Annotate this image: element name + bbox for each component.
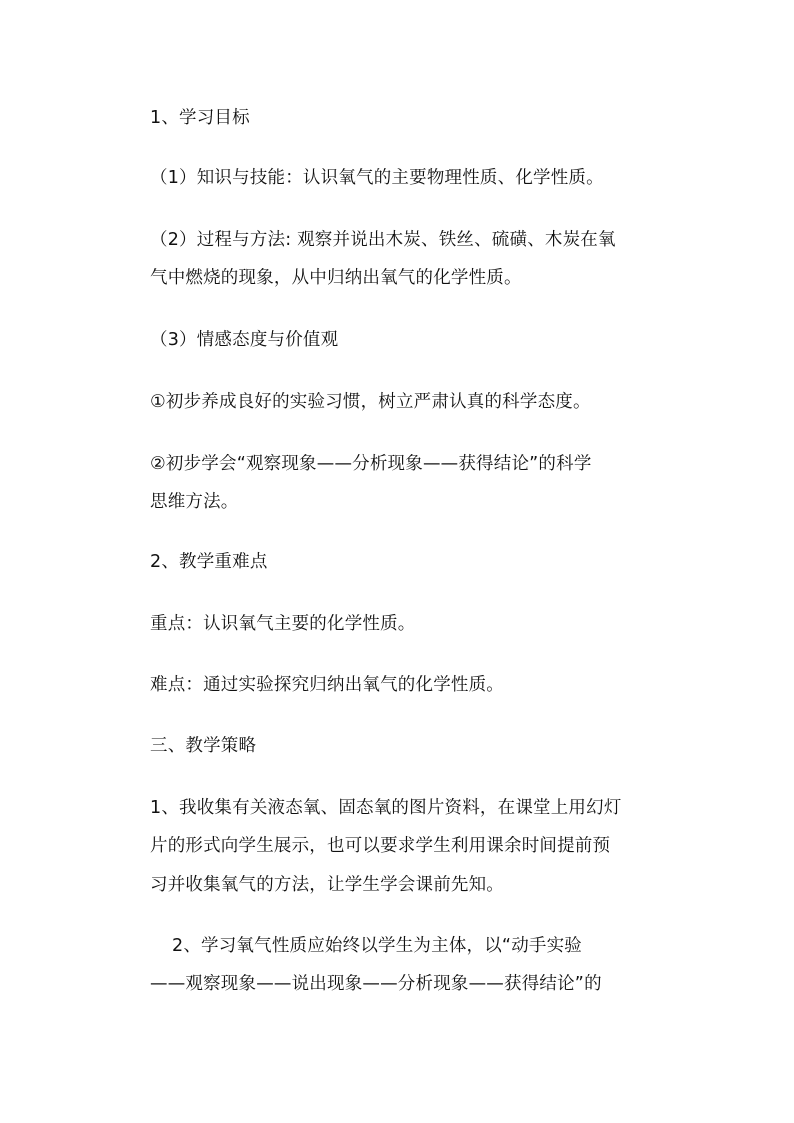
heading-learning-goals: 1、学习目标	[150, 108, 250, 128]
paragraph-strategy1-line2: 片的形式向学生展示，也可以要求学生利用课余时间提前预	[150, 836, 611, 856]
list-item-habit: ①初步养成良好的实验习惯，树立严肃认真的科学态度。	[150, 392, 591, 412]
paragraph-key-point: 重点：认识氧气主要的化学性质。	[150, 614, 416, 634]
paragraph-knowledge-skills: （1）知识与技能：认识氧气的主要物理性质、化学性质。	[150, 168, 604, 188]
paragraph-attitude-values: （3）情感态度与价值观	[150, 330, 339, 350]
paragraph-process-method-line2: 气中燃烧的现象，从中归纳出氧气的化学性质。	[150, 268, 522, 288]
list-item-thinking-line1: ②初步学会“观察现象——分析现象——获得结论”的科学	[150, 454, 592, 474]
paragraph-difficult-point: 难点：通过实验探究归纳出氧气的化学性质。	[150, 675, 504, 695]
paragraph-process-method-line1: （2）过程与方法: 观察并说出木炭、铁丝、硫磺、木炭在氧	[150, 230, 616, 250]
paragraph-strategy2-line2: ——观察现象——说出现象——分析现象——获得结论”的	[150, 974, 602, 994]
list-item-thinking-line2: 思维方法。	[150, 492, 239, 512]
heading-key-points: 2、教学重难点	[150, 552, 268, 572]
paragraph-strategy2-line1: 2、学习氧气性质应始终以学生为主体，以“动手实验	[172, 936, 582, 956]
paragraph-strategy1-line3: 习并收集氧气的方法，让学生学会课前先知。	[150, 875, 504, 895]
paragraph-strategy1-line1: 1、我收集有关液态氧、固态氧的图片资料，在课堂上用幻灯	[150, 798, 622, 818]
heading-teaching-strategy: 三、教学策略	[150, 736, 257, 756]
